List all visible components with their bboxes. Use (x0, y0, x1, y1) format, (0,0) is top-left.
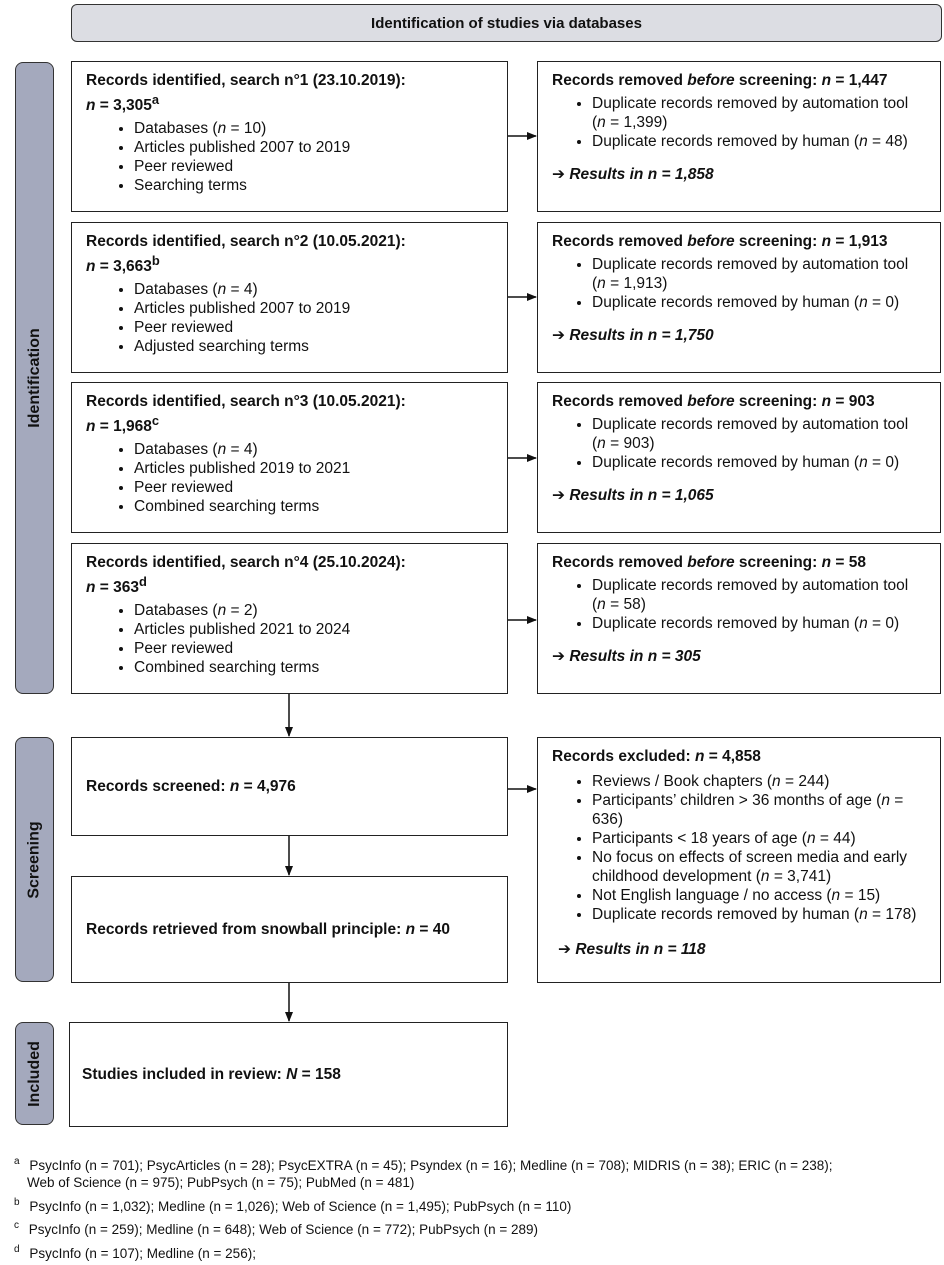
footnote-d-mark: d (14, 1244, 20, 1255)
search-4-peer: • Peer reviewed (134, 639, 493, 658)
search-3-title: Records identified, search n°3 (10.05.2021): n = 1,968$^c$ (86, 393, 406, 436)
footnote-d (14, 1241, 934, 1262)
removed-4-human: • Duplicate records removed by human (n = 0) (592, 614, 926, 633)
footnote-b (14, 1194, 934, 1215)
search-1-databases: • Databases (n = 10) (134, 119, 493, 138)
removed-2-title: Records removed before screening: n = 1,913 (552, 233, 888, 250)
phase-identification-label: Identification (25, 328, 43, 428)
removed-4-title: Records removed before screening: n = 58 (552, 554, 866, 571)
snowball-label: Records retrieved from snowball principle: n = 40 (86, 921, 450, 938)
search-3-peer: • Peer reviewed (134, 478, 493, 497)
removed-1-human: • Duplicate records removed by human (n = 48) (592, 132, 926, 151)
search-1-title: Records identified, search n°1 (23.10.2019): n = 3,305$^a$ (86, 72, 406, 115)
excluded-result: ➔ Results in n = 118 (558, 941, 706, 958)
removed-2-automation: • Duplicate records removed by automation tool (n = 1,913) (592, 255, 926, 293)
removed-4-result: ➔ Results in n = 305 (552, 648, 701, 665)
removed-1-result: ➔ Results in n = 1,858 (552, 166, 714, 183)
records-excluded-title: Records excluded: n = 4,858 (552, 748, 761, 765)
footnote-a-text2: Web of Science (n = 975); PubPsych (n = 75); PubMed (n = 481) (27, 1174, 415, 1190)
excluded-duplicates: • Duplicate records removed by human (n = 178) (592, 905, 926, 924)
search-4-databases: • Databases (n = 2) (134, 601, 493, 620)
header-title: Identification of studies via databases (371, 14, 642, 32)
removed-2-human: • Duplicate records removed by human (n = 0) (592, 293, 926, 312)
footnote-d-text: PsycInfo (n = 107); Medline (n = 256); (29, 1245, 256, 1261)
removed-4-automation: • Duplicate records removed by automation tool (n = 58) (592, 576, 926, 614)
records-screened-label: Records screened: n = 4,976 (86, 778, 296, 795)
search-2-peer: • Peer reviewed (134, 318, 493, 337)
footnote-b-text: PsycInfo (n = 1,032); Medline (n = 1,026); Web of Science (n = 1,495); PubPsych (n = 110) (29, 1198, 572, 1214)
footnote-c-text: PsycInfo (n = 259); Medline (n = 648); Web of Science (n = 772); PubPsych (n = 289) (28, 1221, 539, 1237)
studies-included-label: Studies included in review: N = 158 (82, 1066, 341, 1083)
footnote-a-text: PsycInfo (n = 701); PsycArticles (n = 28); PsycEXTRA (n = 45); Psyndex (n = 16); Medline (n = 708); MIDRIS (n = 38); ERIC (n = 238); (29, 1157, 833, 1173)
removed-3-human: • Duplicate records removed by human (n = 0) (592, 453, 926, 472)
arrow-right-icon: ➔ (552, 166, 565, 183)
removed-3-automation: • Duplicate records removed by automation tool (n = 903) (592, 415, 926, 453)
footnote-a-mark: a (14, 1156, 20, 1167)
search-2-terms: • Adjusted searching terms (134, 337, 493, 356)
footnote-a (14, 1153, 934, 1191)
arrow-right-icon: ➔ (552, 487, 565, 504)
removed-2-result: ➔ Results in n = 1,750 (552, 327, 714, 344)
arrow-right-icon: ➔ (558, 941, 571, 958)
removed-3-result: ➔ Results in n = 1,065 (552, 487, 714, 504)
search-2-period: • Articles published 2007 to 2019 (134, 299, 493, 318)
search-3-terms: • Combined searching terms (134, 497, 493, 516)
excluded-no-focus: • No focus on effects of screen media and early childhood development (n = 3,741) (592, 848, 926, 886)
excluded-age-participants: • Participants < 18 years of age (n = 44) (592, 829, 926, 848)
arrow-right-icon: ➔ (552, 327, 565, 344)
phase-screening-label: Screening (25, 820, 43, 899)
phase-included-label: Included (25, 1040, 43, 1107)
removed-1-automation: • Duplicate records removed by automation tool (n = 1,399) (592, 94, 926, 132)
removed-3-title: Records removed before screening: n = 903 (552, 393, 875, 410)
search-1-peer: • Peer reviewed (134, 157, 493, 176)
search-1-terms: • Searching terms (134, 176, 493, 195)
removed-1-title: Records removed before screening: n = 1,447 (552, 72, 888, 89)
footnote-b-mark: b (14, 1197, 20, 1208)
search-3-databases: • Databases (n = 4) (134, 440, 493, 459)
search-4-period: • Articles published 2021 to 2024 (134, 620, 493, 639)
footnote-c-mark: c (14, 1220, 19, 1231)
search-3-period: • Articles published 2019 to 2021 (134, 459, 493, 478)
excluded-language: • Not English language / no access (n = 15) (592, 886, 926, 905)
search-2-title: Records identified, search n°2 (10.05.2021): n = 3,663$^b$ (86, 233, 406, 276)
search-1-period: • Articles published 2007 to 2019 (134, 138, 493, 157)
search-2-databases: • Databases (n = 4) (134, 280, 493, 299)
search-4-title: Records identified, search n°4 (25.10.2024): $n = 363^d$ (86, 554, 406, 597)
search-4-terms: • Combined searching terms (134, 658, 493, 677)
footnote-c (14, 1217, 934, 1238)
excluded-age-children: • Participants’ children > 36 months of age (n = 636) (592, 791, 926, 829)
excluded-reviews: • Reviews / Book chapters (n = 244) (592, 772, 926, 791)
arrow-right-icon: ➔ (552, 648, 565, 665)
